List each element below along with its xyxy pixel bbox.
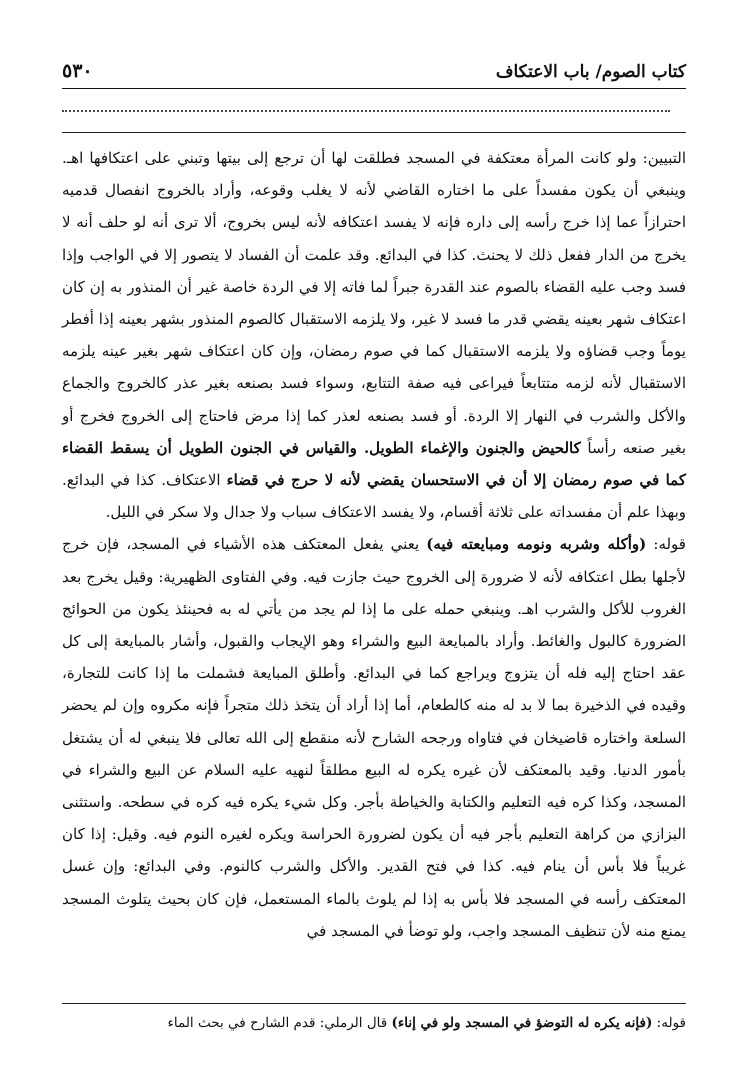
running-header <box>62 54 686 89</box>
paragraph-2 <box>62 528 686 947</box>
paragraph-1-text-a: التبيين: ولو كانت المرأة معتكفة في المسجد فطلقت لها أن ترجع إلى بيتها وتبني على اعتكافها اهـ. وينبغي أن يكون مفسداً على ما اختاره القاضي لأنه لا يغلب وقوعه، وأراد بالخروج انفصال قدميه احترازاً عما إذا خرج رأسه إلى داره فإنه لا يفسد اعتكافه لأنه ليس بخروج، ألا ترى أنه لو حلف أنه لا يخرج من الدار ففعل ذلك لا يحنث. كذا في البدائع. وقد علمت أن الفساد لا يتصور إلا في الواجب وإذا فسد وجب عليه القضاء بالصوم عند القدرة جبراً لما فاته إلا في الردة خاصة غير أن المنذور به إن كان اعتكاف شهر بعينه يقضي قدر ما فسد لا غير، ولا يلزمه الاستقبال كالصوم المنذور بشهر بعينه إذا أفطر يوماً وجب قضاؤه ولا يلزمه الاستقبال كما في صوم رمضان، وإن كان اعتكاف شهر بغير عينه يلزمه الاستقبال لأنه لزمه متتابعاً فيراعى فيه صفة التتابع، وسواء فسد بصنعه بغير عذر كالخروج والجماع والأكل والشرب في النهار إلا الردة. أو فسد بصنعه لعذر كما إذا مرض فاحتاج إلى الخروج فخرج أو بغير صنعه رأساً <box>62 149 686 457</box>
main-commentary <box>62 142 686 947</box>
paragraph-2-intro: قوله: <box>646 535 686 554</box>
paragraph-1-bold: كالحيض والجنون والإغماء الطويل. والقياس في الجنون الطويل أن يسقط القضاء كما في صوم رمضان إلا أن في الاستحسان يقضي لأنه لا حرج في قضاء <box>62 438 686 490</box>
footnote-quote: (فإنه يكره له التوضؤ في المسجد ولو في إناء) <box>391 1015 653 1031</box>
paragraph-1-text-b: الاعتكاف. كذا في البدائع. وبهذا علم أن مفسداته على ثلاثة أقسام، ولا يفسد الاعتكاف سباب ولا جدال ولا سكر في الليل. <box>62 471 686 522</box>
footnote-text: قال الرملي: قدم الشارح في بحث الماء <box>167 1015 392 1031</box>
footnote <box>62 1010 686 1036</box>
paragraph-1 <box>62 142 686 528</box>
horizontal-rule <box>62 132 686 133</box>
dotted-separator <box>62 98 670 112</box>
book-title: كتاب الصوم/ باب الاعتكاف <box>495 62 686 82</box>
page-number: ٥٣٠ <box>62 60 93 82</box>
paragraph-2-text: يعني يفعل المعتكف هذه الأشياء في المسجد، فإن خرج لأجلها بطل اعتكافه لأنه لا ضرورة إلى الخروج حيث جازت فيه. وفي الفتاوى الظهيرية: وقيل يخرج بعد الغروب للأكل والشرب اهـ. وينبغي حمله على ما إذا لم يجد من يأتي له به فحينئذ يكون من الحوائج الضرورة كالبول والغائط. وأراد بالمبايعة البيع والشراء وهو الإيجاب والقبول، وأشار بالمبايعة إلى كل عقد احتاج إليه فله أن يتزوج ويراجع كما في البدائع. وأطلق المبايعة فشملت ما إذا كانت للتجارة، وقيده في الذخيرة بما لا بد له منه كالطعام، أما إذا أراد أن يتخذ ذلك متجراً فإنه مكروه وإن لم يحضر السلعة واختاره قاضيخان في فتاواه ورجحه الشارح لأنه منقطع إلى الله تعالى فلا ينبغي له أن يشتغل بأمور الدنيا. وقيد بالمعتكف لأن غيره يكره له البيع مطلقاً لنهيه عليه السلام عن البيع والشراء في المسجد، وكذا كره فيه التعليم والكتابة والخياطة بأجر. وكل شيء يكره فيه كره في سطحه. واستثنى البزازي من كراهة التعليم بأجر فيه أن يكون لضرورة الحراسة ويكره لغيره النوم فيه. وقيل: إذا كان غريباً فلا بأس أن ينام فيه. كذا في فتح القدير. والأكل والشرب كالنوم. وفي البدائع: وإن غسل المعتكف رأسه في المسجد فلا بأس به إذا لم يلوث بالماء المستعمل، فإن كان بحيث يتلوث المسجد يمنع منه لأن تنظيف المسجد واجب، ولو توضأ في المسجد في <box>62 535 686 940</box>
paragraph-2-quote: (وأكله وشربه ونومه ومبايعته فيه) <box>426 535 647 554</box>
footnote-rule <box>62 1003 686 1004</box>
footnote-intro: قوله: <box>652 1015 686 1031</box>
